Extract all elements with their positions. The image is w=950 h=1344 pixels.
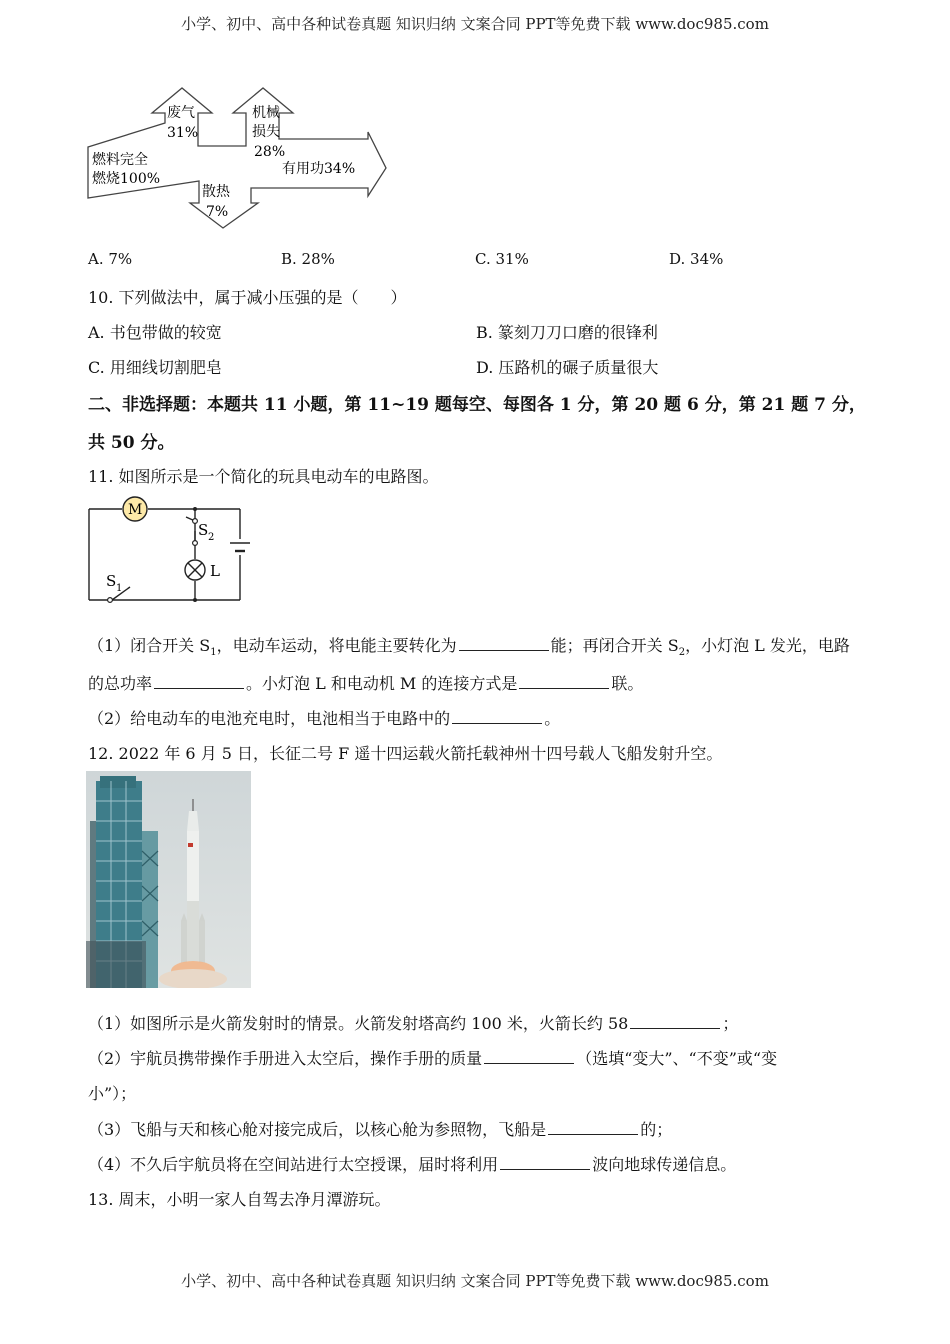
q12-part2: （2）宇航员携带操作手册进入太空后，操作手册的质量 （选填“变大”、“不变”或“变 bbox=[88, 1049, 778, 1068]
answer-blank[interactable] bbox=[519, 673, 609, 689]
switch-s2-label: S bbox=[198, 521, 209, 539]
q10-option-b: B. 篆刻刀刀口磨的很锋利 bbox=[476, 323, 658, 342]
answer-blank[interactable] bbox=[630, 1013, 720, 1029]
exhaust-label-1: 废气 bbox=[167, 105, 195, 121]
exhaust-label-2: 31% bbox=[167, 125, 199, 141]
switch-s1-label: S bbox=[106, 572, 117, 590]
page-footer: 小学、初中、高中各种试卷真题 知识归纳 文案合同 PPT等免费下载 www.doc985.com bbox=[181, 1272, 769, 1290]
q9-option-c: C. 31% bbox=[475, 250, 529, 268]
q11-part1-line1: （1）闭合开关 $S_1$，电动车运动，将电能主要转化为 能；再闭合开关 $S_2$，小灯泡 L 发光，电路 bbox=[88, 636, 850, 659]
lamp-label: L bbox=[210, 562, 220, 580]
heat-label-2: 7% bbox=[206, 204, 229, 220]
q11-part1-line2: 的总功率 。小灯泡 L 和电动机 M 的连接方式是 联。 bbox=[88, 674, 644, 693]
input-label-2: 燃烧100% bbox=[92, 171, 161, 187]
q10-stem: 10. 下列做法中，属于减小压强的是（ ） bbox=[88, 288, 407, 307]
answer-blank[interactable] bbox=[484, 1048, 574, 1064]
q11-part2: （2）给电动车的电池充电时，电池相当于电路中的 。 bbox=[88, 709, 561, 728]
q12-part2-cont: 小”）； bbox=[88, 1084, 137, 1103]
answer-blank[interactable] bbox=[548, 1119, 638, 1135]
page-header: 小学、初中、高中各种试卷真题 知识归纳 文案合同 PPT等免费下载 www.doc985.com bbox=[181, 15, 769, 33]
mech-loss-label-1: 机械 bbox=[252, 105, 280, 121]
switch-s2-subscript: 2 bbox=[208, 532, 215, 543]
circuit-diagram bbox=[82, 495, 252, 610]
answer-blank[interactable] bbox=[154, 673, 244, 689]
useful-work-label: 有用功34% bbox=[282, 161, 356, 177]
q12-part1: （1）如图所示是火箭发射时的情景。火箭发射塔高约 100 米，火箭长约 58 ； bbox=[88, 1014, 739, 1033]
q13-stem: 13. 周末，小明一家人自驾去净月潭游玩。 bbox=[88, 1190, 391, 1209]
q10-option-c: C. 用细线切割肥皂 bbox=[88, 358, 222, 377]
q12-stem: 12. 2022 年 6 月 5 日，长征二号 F 遥十四运载火箭托载神州十四号载人飞船发射升空。 bbox=[88, 744, 723, 763]
answer-blank[interactable] bbox=[500, 1154, 590, 1170]
section-heading-line-1: 二、非选择题：本题共 11 小题，第 11~19 题每空、每图各 1 分，第 20 题 6 分，第 21 题 7 分， bbox=[88, 395, 866, 415]
input-label-1: 燃料完全 bbox=[92, 152, 148, 168]
mech-loss-label-2: 损失 bbox=[252, 124, 280, 140]
switch-s1-subscript: 1 bbox=[116, 583, 123, 594]
q9-option-d: D. 34% bbox=[669, 250, 724, 268]
rocket-launch-photo bbox=[86, 771, 251, 988]
q11-stem: 11. 如图所示是一个简化的玩具电动车的电路图。 bbox=[88, 467, 439, 486]
q10-option-a: A. 书包带做的较宽 bbox=[88, 323, 222, 342]
q10-option-d: D. 压路机的碾子质量很大 bbox=[476, 358, 659, 377]
section-heading-line-2: 共 50 分。 bbox=[88, 433, 175, 453]
energy-flow-diagram bbox=[80, 78, 400, 238]
motor-label: M bbox=[128, 502, 143, 518]
answer-blank[interactable] bbox=[459, 635, 549, 651]
answer-blank[interactable] bbox=[452, 708, 542, 724]
q12-part4: （4）不久后宇航员将在空间站进行太空授课，届时将利用 波向地球传递信息。 bbox=[88, 1155, 737, 1174]
q9-option-b: B. 28% bbox=[281, 250, 335, 268]
heat-label-1: 散热 bbox=[202, 184, 230, 200]
q12-part3: （3）飞船与天和核心舱对接完成后，以核心舱为参照物，飞船是 的； bbox=[88, 1120, 673, 1139]
q9-option-a: A. 7% bbox=[88, 250, 133, 268]
mech-loss-label-3: 28% bbox=[254, 144, 286, 160]
